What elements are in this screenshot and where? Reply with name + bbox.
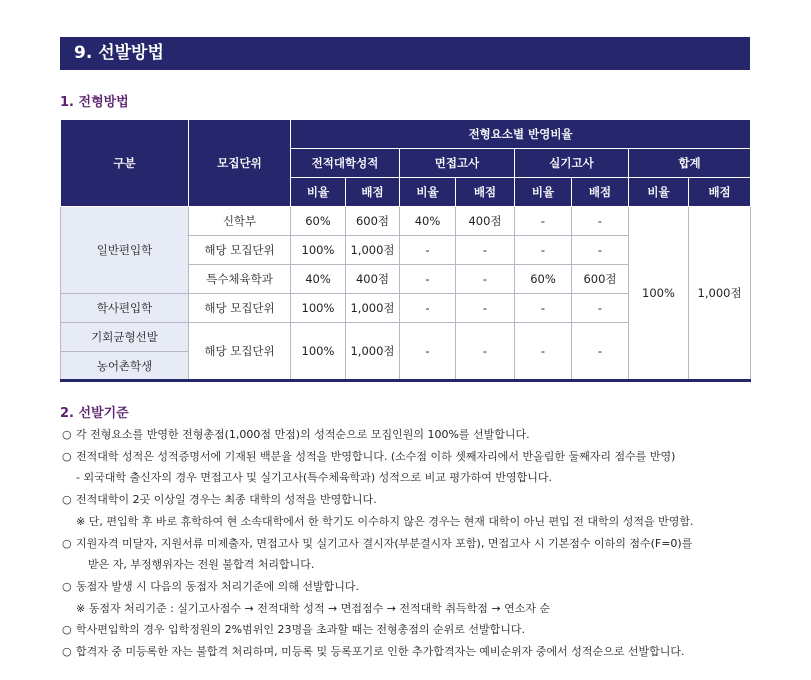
criteria-line [62,446,752,468]
header-sub: 배점 [346,178,400,207]
selection-method-table [60,119,751,382]
header-sub: 비율 [515,178,572,207]
table-cell: - [515,207,572,236]
unit-cell: 해당 모집단위 [189,236,291,265]
table-cell: 100% [291,236,346,265]
bullet-circle: ○ [62,449,72,463]
criteria-line [62,533,752,555]
criteria-text: 학사편입학의 경우 입학정원의 2%범위인 23명을 초과할 때는 전형총점의 순위로 선발합니다. [76,623,525,637]
header-sub: 비율 [400,178,456,207]
subsection-title-selection-criteria: 2. 선발기준 [60,406,129,421]
table-cell: - [400,294,456,323]
criteria-text: 전적대학 성적은 성적증명서에 기재된 백분율 성적을 반영합니다. (소수점 이하 셋째자리에서 반올림한 둘째자리 점수를 반영) [76,449,676,463]
header-category: 구분 [61,120,189,207]
table-cell: - [400,265,456,294]
total-score: 1,000점 [689,207,751,381]
table-cell: - [515,236,572,265]
table-cell: 100% [291,294,346,323]
header-group-interview: 면접고사 [400,149,515,178]
table-row [61,207,751,236]
bullet-circle: ○ [62,493,72,507]
criteria-line [62,424,752,446]
table-cell: 60% [291,207,346,236]
unit-cell: 신학부 [189,207,291,236]
table-cell: - [572,207,629,236]
subsection-title-selection-method: 1. 전형방법 [60,95,129,110]
table-cell: - [456,323,515,381]
table-cell: - [515,323,572,381]
bullet-circle: ○ [62,623,72,637]
header-sub: 배점 [572,178,629,207]
bullet-circle: ○ [62,428,72,441]
bullet-circle: ○ [62,536,72,550]
selection-criteria-list [62,424,752,663]
table-cell: - [400,323,456,381]
header-group-grades: 전적대학성적 [291,149,400,178]
category-bachelor: 학사편입학 [61,294,189,323]
criteria-text: - 외국대학 출신자의 경우 면접고사 및 실기고사(특수체육학과) 성적으로 비교 평가하여 반영합니다. [76,471,553,485]
criteria-text: 합격자 중 미등록한 자는 불합격 처리하며, 미등록 및 등록포기로 인한 추가합격자는 예비순위자 중에서 성적순으로 선발합니다. [76,645,685,659]
total-ratio: 100% [629,207,689,381]
table-cell: - [572,294,629,323]
bullet-circle: ○ [62,579,72,593]
criteria-line [62,511,752,533]
table-cell: 400점 [346,265,400,294]
table-cell: 40% [291,265,346,294]
criteria-line [62,467,752,489]
table-cell: - [400,236,456,265]
header-ratio-group: 전형요소별 반영비율 [291,120,751,149]
table-cell: 60% [515,265,572,294]
criteria-text: 전적대학이 2곳 이상일 경우는 최종 대학의 성적을 반영합니다. [76,493,377,507]
criteria-text: 받은 자, 부정행위자는 전원 불합격 처리합니다. [88,558,315,572]
unit-cell: 해당 모집단위 [189,294,291,323]
section-header-bar [60,37,750,70]
criteria-line [62,598,752,620]
header-group-practical: 실기고사 [515,149,629,178]
criteria-line [62,554,752,576]
criteria-line [62,641,752,663]
criteria-line [62,576,752,598]
table-cell: - [456,265,515,294]
criteria-line [62,489,752,511]
table-cell: 1,000점 [346,294,400,323]
header-group-total: 합계 [629,149,751,178]
table-cell: 400점 [456,207,515,236]
table-cell: - [456,236,515,265]
header-unit: 모집단위 [189,120,291,207]
header-sub: 비율 [629,178,689,207]
criteria-text: 각 전형요소를 반영한 전형총점(1,000점 만점)의 성적순으로 모집인원의 100%를 선발합니다. [76,428,530,441]
bullet-circle: ○ [62,645,72,659]
table-cell: 40% [400,207,456,236]
table-cell: 100% [291,323,346,381]
table-cell: 600점 [572,265,629,294]
table-cell: - [572,323,629,381]
criteria-line [62,619,752,641]
table-cell: - [456,294,515,323]
criteria-text: ※ 동점자 처리기준 : 실기고사점수 → 전적대학 성적 → 면접점수 → 전적대학 취득학점 → 연소자 순 [76,601,551,615]
category-general: 일반편입학 [61,207,189,294]
table-cell: 600점 [346,207,400,236]
category-rural: 농어촌학생 [61,352,189,381]
unit-cell: 해당 모집단위 [189,323,291,381]
table-cell: 1,000점 [346,236,400,265]
category-opportunity: 기회균형선발 [61,323,189,352]
criteria-text: 동점자 발생 시 다음의 동점자 처리기준에 의해 선발합니다. [76,579,359,593]
header-sub: 배점 [456,178,515,207]
header-sub: 비율 [291,178,346,207]
unit-cell: 특수체육학과 [189,265,291,294]
table-cell: 1,000점 [346,323,400,381]
header-sub: 배점 [689,178,751,207]
criteria-text: ※ 단, 편입학 후 바로 휴학하여 현 소속대학에서 한 학기도 이수하지 않은 경우는 현재 대학이 아닌 편입 전 대학의 성적을 반영함. [76,514,694,528]
table-cell: - [572,236,629,265]
table-cell: - [515,294,572,323]
section-header-title: 9. 선발방법 [74,43,164,63]
criteria-text: 지원자격 미달자, 지원서류 미제출자, 면접고사 및 실기고사 결시자(부분결시자 포함), 면접고사 시 기본점수 이하의 점수(F=0)를 [76,536,693,550]
